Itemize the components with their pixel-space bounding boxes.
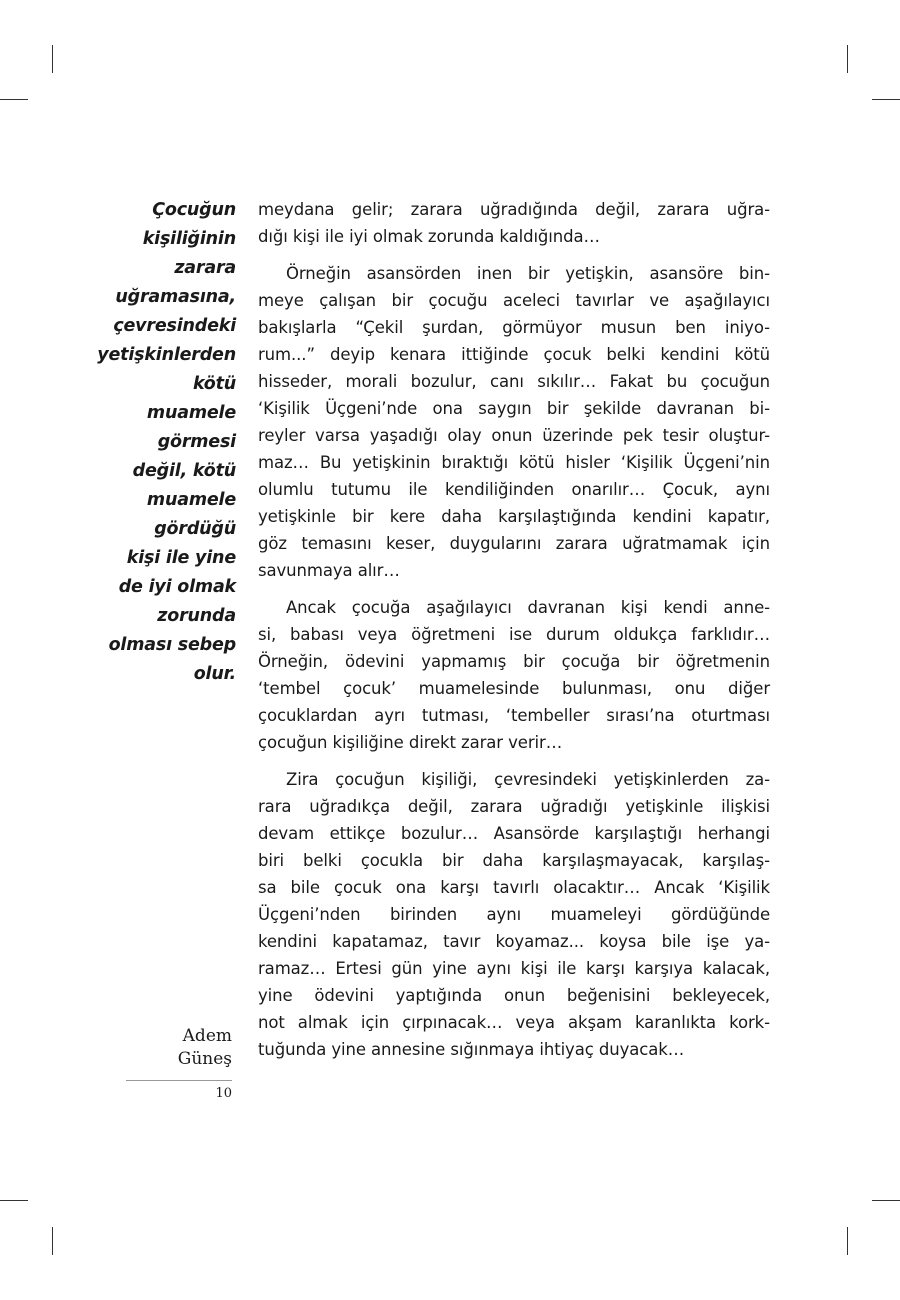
text-line: si, babası veya öğretmeni ise durum oldukça farklıdır…: [258, 625, 770, 644]
pull-quote-line: uğramasına,: [115, 287, 236, 307]
pull-quote-line: kişi ile yine: [126, 548, 236, 568]
pull-quote-line: zorunda: [157, 606, 236, 626]
text-line: olumlu tutumu ile kendiliğinden onarılır… Çocuk, aynı: [258, 480, 770, 499]
crop-mark-bottom-left-horizontal: [0, 1200, 28, 1201]
pull-quote-line: muamele: [146, 490, 236, 510]
text-line: tuğunda yine annesine sığınmaya ihtiyaç duyacak…: [258, 1040, 685, 1059]
text-line: hisseder, morali bozulur, canı sıkılır… Fakat bu çocuğun: [258, 372, 770, 391]
text-line: kendini kapatamaz, tavır koyamaz... koysa bile işe ya-: [258, 932, 770, 951]
text-line: sa bile çocuk ona karşı tavırlı olacaktır… Ancak ‘Kişilik: [258, 878, 770, 897]
crop-mark-bottom-left-vertical: [52, 1227, 53, 1255]
pull-quote-line: kötü: [192, 374, 236, 394]
paragraph: [258, 594, 770, 756]
text-line: göz temasını keser, duygularını zarara uğratmamak için: [258, 534, 770, 553]
pull-quote-line: değil, kötü: [132, 461, 236, 481]
text-line: ‘tembel çocuk’ muamelesinde bulunması, onu diğer: [258, 679, 770, 698]
text-line: reyler varsa yaşadığı olay onun üzerinde pek tesir oluştur-: [258, 426, 770, 445]
text-line: çocuklardan ayrı tutması, ‘tembeller sırası’na oturtması: [258, 706, 770, 725]
pull-quote-line: muamele: [146, 403, 236, 423]
crop-mark-top-left-vertical: [52, 45, 53, 73]
pull-quote-line: de iyi olmak: [118, 577, 236, 597]
text-line: çocuğun kişiliğine direkt zarar verir…: [258, 733, 563, 752]
crop-mark-top-left-horizontal: [0, 99, 28, 100]
paragraph: [258, 766, 770, 1063]
text-line: savunmaya alır…: [258, 561, 400, 580]
text-line: ramaz… Ertesi gün yine aynı kişi ile karşı karşıya kalacak,: [258, 959, 770, 978]
pull-quote-line: olması sebep: [108, 635, 236, 655]
footer-rule: [126, 1080, 232, 1081]
text-line: Üçgeni’nden birinden aynı muameleyi gördüğünde: [258, 905, 770, 924]
text-line: bakışlarla “Çekil şurdan, görmüyor musun ben iniyo-: [258, 318, 770, 337]
text-line: Zira çocuğun kişiliği, çevresindeki yetişkinlerden za-: [286, 770, 770, 789]
text-line: yetişkinle bir kere daha karşılaştığında kendini kapatır,: [258, 507, 770, 526]
sidebar-pull-quote: [96, 196, 236, 689]
pull-quote-line: kişiliğinin: [142, 229, 236, 249]
text-line: dığı kişi ile iyi olmak zorunda kaldığında…: [258, 227, 600, 246]
text-line: meydana gelir; zarara uğradığında değil, zarara uğra-: [258, 200, 770, 219]
pull-quote-line: olur.: [193, 664, 236, 684]
text-line: Örneğin asansörden inen bir yetişkin, asansöre bin-: [286, 264, 770, 283]
author-last-name: Güneş: [177, 1049, 232, 1069]
page-number: 10: [215, 1086, 232, 1101]
crop-mark-bottom-right-horizontal: [872, 1200, 900, 1201]
pull-quote-line: görmesi: [157, 432, 236, 452]
text-line: meye çalışan bir çocuğu aceleci tavırlar ve aşağılayıcı: [258, 291, 770, 310]
pull-quote-line: çevresindeki: [113, 316, 236, 336]
running-author: [120, 1025, 232, 1071]
text-line: rum...” deyip kenara ittiğinde çocuk belki kendini kötü: [258, 345, 770, 364]
crop-mark-bottom-right-vertical: [847, 1227, 848, 1255]
text-line: ‘Kişilik Üçgeni’nde ona saygın bir şekilde davranan bi-: [258, 399, 770, 418]
crop-mark-top-right-vertical: [847, 45, 848, 73]
pull-quote-line: zarara: [174, 258, 236, 278]
text-line: Örneğin, ödevini yapmamış bir çocuğa bir öğretmenin: [258, 652, 770, 671]
pull-quote-line: yetişkinlerden: [97, 345, 236, 365]
text-line: devam ettikçe bozulur… Asansörde karşılaştığı herhangi: [258, 824, 770, 843]
paragraph: [258, 260, 770, 584]
pull-quote-line: Çocuğun: [152, 200, 236, 220]
body-text: [258, 196, 770, 1073]
crop-mark-top-right-horizontal: [872, 99, 900, 100]
text-line: not almak için çırpınacak… veya akşam karanlıkta kork-: [258, 1013, 770, 1032]
paragraph: [258, 196, 770, 250]
text-line: Ancak çocuğa aşağılayıcı davranan kişi kendi anne-: [286, 598, 770, 617]
text-line: yine ödevini yaptığında onun beğenisini bekleyecek,: [258, 986, 770, 1005]
text-line: maz… Bu yetişkinin bıraktığı kötü hisler ‘Kişilik Üçgeni’nin: [258, 453, 770, 472]
text-line: rara uğradıkça değil, zarara uğradığı yetişkinle ilişkisi: [258, 797, 770, 816]
text-line: biri belki çocukla bir daha karşılaşmayacak, karşılaş-: [258, 851, 770, 870]
author-first-name: Adem: [182, 1026, 232, 1046]
pull-quote-line: gördüğü: [154, 519, 236, 539]
